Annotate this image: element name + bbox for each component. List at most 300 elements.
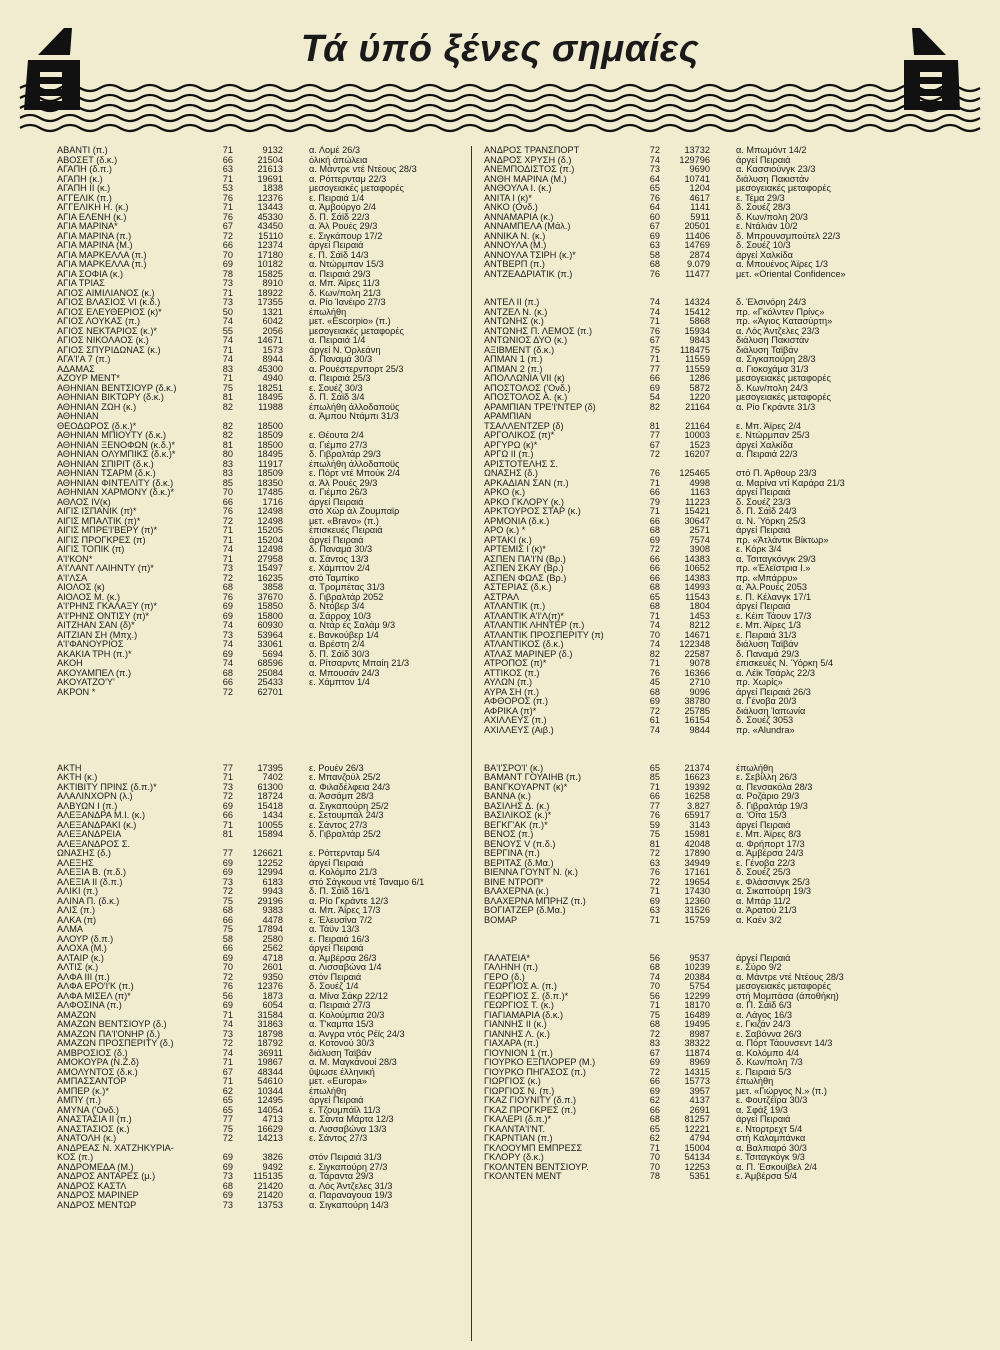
ship-year: 72 <box>222 573 233 583</box>
ship-tonnage <box>233 412 283 422</box>
ship-tonnage: 53964 <box>257 630 283 640</box>
ship-status: α. Κοτονού 30/3 <box>309 1039 375 1048</box>
ship-status: άργεί Χαλκίδα <box>736 440 793 450</box>
ship-status: α. Γένοβα 20/3 <box>736 697 797 706</box>
ship-name: Α'Ι'ΡΗΝΣ ΟΝΤΙΣΥ (π)* <box>57 611 149 621</box>
ship-tonnage: 17894 <box>257 925 283 934</box>
ship-tonnage: 18170 <box>684 1001 710 1010</box>
ship-row <box>484 156 899 166</box>
ship-name: ΑΜΠΑΣΣΑΝΤΟΡ <box>57 1077 127 1086</box>
ship-status: άργεί Πειραιά <box>309 944 364 953</box>
ship-row <box>57 374 472 384</box>
ship-tonnage: 2580 <box>262 934 283 944</box>
ship-row <box>484 403 899 413</box>
ship-row <box>57 830 472 840</box>
ship-tonnage: 18509 <box>257 469 283 478</box>
ship-year: 67 <box>222 222 233 231</box>
ship-year: 68 <box>649 583 660 592</box>
group-spacer <box>57 745 472 755</box>
ship-name: ΑΝΤΒΕΡΠ (π.) <box>484 260 545 269</box>
ship-status: έπωλήθη <box>736 763 774 773</box>
ship-name: ΑΜΥΝΑ ('Ονδ.) <box>57 1105 119 1115</box>
ship-status: ε. Μπ. Άϊρες 8/3 <box>736 830 802 839</box>
ship-row <box>484 393 899 403</box>
ship-name: ΑΝΔΡΟΣ ΜΑΡΙΝΕΡ <box>57 1191 139 1200</box>
ship-year: 66 <box>222 811 233 820</box>
ship-row <box>484 327 899 337</box>
ship-status: α. Λός Άντζελες 31/3 <box>309 1181 393 1191</box>
ship-year: 81 <box>649 421 660 431</box>
ship-tonnage: 31863 <box>257 1020 283 1029</box>
ship-year: 71 <box>222 288 233 298</box>
ship-status: μετ. «Europa» <box>309 1077 367 1086</box>
ship-tonnage: 5911 <box>690 212 710 222</box>
ship-tonnage: 5754 <box>689 982 710 991</box>
ship-year: 73 <box>222 1029 233 1039</box>
ship-name: ΑΘΗΝΙΑΝ <box>57 412 99 421</box>
ship-row <box>484 1030 899 1040</box>
ship-status: ε. Σιγκαπούρη 27/3 <box>309 1162 388 1172</box>
ship-name: ΓΙΩΡΓΙΟΣ Ν. (π.) <box>484 1086 555 1096</box>
ship-row <box>57 555 472 565</box>
ship-row <box>57 146 472 156</box>
ship-status: πρ. «Έλεϊστρια Ι.» <box>736 564 811 573</box>
ship-name: ΑΜΟΚΟΥΡΑ (Ν.Ζ.δ) <box>57 1058 139 1067</box>
ship-status: διάλυση Πακιστάν <box>736 174 809 184</box>
ship-name: ΑΓΙΑ ΜΑΡΙΝΑ (π.) <box>57 231 132 241</box>
ship-year: 71 <box>649 478 660 488</box>
ship-row <box>57 849 472 859</box>
ship-year: 72 <box>649 877 660 887</box>
ship-name: ΑΠΜΑΝ 2 (π.) <box>484 364 543 374</box>
ship-status: α. Σάντα Μάρτα 12/3 <box>309 1115 394 1124</box>
ship-name: ΓΙΩΡΓΙΟΣ (κ.) <box>484 1077 541 1086</box>
ship-year: 69 <box>649 535 660 545</box>
ship-tonnage: 36911 <box>258 1048 283 1058</box>
ship-year: 83 <box>222 459 233 469</box>
ship-status: μεσογειακές μεταφορές <box>309 184 404 193</box>
ship-row <box>57 973 472 983</box>
ship-status: άργεί Πειραιά <box>309 858 364 868</box>
ship-tonnage: 12221 <box>684 1124 710 1134</box>
ship-status: στό Π. Άρθουρ 23/3 <box>736 469 817 478</box>
ship-year: 73 <box>222 298 233 307</box>
ship-status: ε. Σεβίλλη 26/3 <box>736 773 798 782</box>
ship-name: ΒΟΓΙΑΤΖΕΡ (δ.Μα.) <box>484 906 566 915</box>
ship-tonnage: 54610 <box>257 1077 283 1086</box>
ship-row <box>57 412 472 422</box>
ship-year: 73 <box>222 1200 233 1210</box>
ship-name: ΑΘΛΟΣ ΙV(κ) <box>57 497 111 507</box>
ship-status: α. Σφάξ 19/3 <box>736 1105 788 1115</box>
ship-name: ΑΔΑΜΑΣ <box>57 364 95 374</box>
ship-status: πρ. «Άγιος Κατασύρτη» <box>736 317 833 326</box>
ship-tonnage: 15894 <box>257 830 283 839</box>
ship-status: α. Κολόμπο 4/4 <box>736 1048 799 1058</box>
ship-row <box>484 887 899 897</box>
ship-year: 67 <box>649 1048 660 1058</box>
ship-name: ΑΚΟΗ <box>57 659 83 668</box>
ship-tonnage: 10741 <box>684 174 710 184</box>
ship-name: ΑΤΛΑΝΤΙΚΟΣ (δ.κ.) <box>484 640 564 649</box>
ship-name: ΑΛΟΧΑ (Μ.) <box>57 944 107 953</box>
ship-year: 63 <box>222 165 233 174</box>
ship-row <box>484 384 899 394</box>
ship-row <box>484 840 899 850</box>
ship-row <box>484 1125 899 1135</box>
ship-status: α. Ροζάριο 29/3 <box>736 792 800 801</box>
ship-tonnage: 11917 <box>258 459 283 469</box>
ship-name: ΑΚΤΙΒΙΤΥ ΠΡΙΝΣ (δ.π.)* <box>57 782 157 792</box>
ship-row <box>484 1144 899 1154</box>
ship-name: ΓΚΟΛΝΤΕΝ ΒΕΝΤΣΙΟΥΡ. <box>484 1162 589 1172</box>
ship-year: 74 <box>222 1048 233 1058</box>
group-spacer <box>484 935 899 945</box>
group-spacer <box>484 944 899 954</box>
ship-status: δ. Σουέζ 23/3 <box>736 497 791 507</box>
ship-year: 59 <box>649 820 660 830</box>
ship-year: 74 <box>222 317 233 326</box>
ship-name: ΑΙΟΛΟΣ (κ) <box>57 583 105 592</box>
ship-tonnage: 13753 <box>257 1200 283 1210</box>
ship-row <box>484 916 899 926</box>
ship-row <box>57 536 472 546</box>
ship-year: 83 <box>649 1039 660 1048</box>
ship-tonnage: 15205 <box>257 526 283 535</box>
ship-year: 74 <box>649 640 660 649</box>
ship-name: ΑΓΙΟΣ ΝΕΚΤΑΡΙΟΣ (κ.)* <box>57 326 157 336</box>
ship-tonnage: 1873 <box>262 991 283 1001</box>
ship-year: 82 <box>222 421 233 431</box>
ship-tonnage: 21164 <box>685 402 710 412</box>
ship-row <box>57 422 472 432</box>
ship-tonnage <box>233 1144 283 1154</box>
ship-tonnage: 1321 <box>262 307 283 317</box>
ship-row <box>57 868 472 878</box>
ship-tonnage: 6054 <box>262 1001 283 1010</box>
ship-year: 81 <box>222 830 233 839</box>
ship-name: ΑΤΛΑΝΤΙΚ ΠΡΟΣΠΕΡΙΤΥ (π) <box>484 630 604 640</box>
ship-name: ΑΝΘΗ ΜΑΡΙΝΑ (Μ.) <box>484 174 567 184</box>
ship-name: ΑΛΕΞΑΝΔΡΑΚΙ (κ.) <box>57 820 137 830</box>
ship-tonnage: 2571 <box>689 526 710 535</box>
ship-name: ΓΚΟΛΝΤΕΝ ΜΕΝΤ <box>484 1172 562 1181</box>
ship-tonnage: 43450 <box>257 222 283 231</box>
ship-tonnage: 1204 <box>689 184 710 193</box>
ship-year: 68 <box>649 260 660 269</box>
ship-row <box>57 840 472 850</box>
ship-name: ΑΠΟΣΤΟΛΟΣ ('Ονδ.) <box>484 383 571 393</box>
ship-status: μετ. «Γιώργος Ν.» (π.) <box>736 1086 827 1096</box>
ship-tonnage: 6042 <box>262 317 283 326</box>
group-spacer <box>484 745 899 755</box>
ship-year: 68 <box>222 1181 233 1191</box>
ship-status <box>710 412 899 422</box>
ship-year: 69 <box>649 697 660 706</box>
ship-row <box>57 488 472 498</box>
ship-row <box>484 697 899 707</box>
ship-tonnage: 1434 <box>262 811 283 820</box>
ship-status: ε. Π. Κέλανγκ 17/1 <box>736 592 812 602</box>
ship-status: α. Μπουσάν 24/3 <box>309 668 380 678</box>
ship-tonnage: 1453 <box>689 611 710 621</box>
ship-status: έπωλήθη <box>309 307 347 317</box>
ship-row <box>484 574 899 584</box>
ship-year: 68 <box>222 583 233 592</box>
ship-year: 73 <box>222 630 233 640</box>
ship-status: δ. Π. Σάϊδ 22/3 <box>309 212 370 222</box>
ship-year: 71 <box>222 203 233 212</box>
ship-tonnage: 8987 <box>689 1029 710 1039</box>
ship-row <box>57 612 472 622</box>
ship-year: 71 <box>649 355 660 364</box>
ship-status: α. Λισσαβώνα 1/4 <box>309 963 382 972</box>
ship-status: πρ. «Μπάρρυ» <box>736 573 798 583</box>
ship-row <box>484 650 899 660</box>
ship-row <box>57 640 472 650</box>
ship-row <box>57 403 472 413</box>
ship-name: ΓΕΩΡΓΙΟΣ Α. (π.) <box>484 982 557 991</box>
ship-status: μεσογειακές μεταφορές <box>309 326 404 336</box>
ship-year: 70 <box>222 488 233 497</box>
ship-row <box>484 1049 899 1059</box>
ship-tonnage: 10003 <box>684 431 710 440</box>
ship-status: ε. Πειραιά 31/3 <box>736 630 797 640</box>
ship-status: α. Σικαπούρη 19/3 <box>736 887 812 896</box>
ship-name: ΑΙΓΙΣ ΙΣΠΑΝΙΚ (π)* <box>57 507 137 516</box>
ship-year: 76 <box>222 193 233 203</box>
ship-status: ε. Σιγκάπουρ 17/2 <box>309 231 383 241</box>
ship-year: 60 <box>649 212 660 222</box>
ship-row <box>484 716 899 726</box>
ship-status: ε. Μπανζούλ 25/2 <box>309 773 381 782</box>
ship-year: 63 <box>649 858 660 868</box>
ship-name: ΑΝΤΕΛ ΙΙ (π.) <box>484 298 540 307</box>
ship-row <box>57 935 472 945</box>
ship-year: 66 <box>222 497 233 507</box>
ship-tonnage: 18798 <box>257 1029 283 1039</box>
ship-row <box>57 773 472 783</box>
ship-tonnage: 15934 <box>684 326 710 336</box>
ship-name: ΑΓΙΑ ΤΡΙΑΣ <box>57 279 105 288</box>
ship-row <box>484 469 899 479</box>
ship-year: 69 <box>649 1058 660 1067</box>
ship-year: 67 <box>649 336 660 345</box>
ship-year: 73 <box>222 877 233 887</box>
ship-name: ΓΚΑΡΝΤΙΑΝ (π.) <box>484 1134 553 1143</box>
ship-tonnage: 21420 <box>257 1191 283 1200</box>
ship-year: 81 <box>649 839 660 849</box>
ship-name: ΑΝΝΟΥΛΑ ΤΣΙΡΗ (κ.)* <box>484 250 576 260</box>
ship-year: 76 <box>649 326 660 336</box>
ship-status: δ. Σουέζ 28/3 <box>736 203 791 212</box>
ship-year: 72 <box>649 1067 660 1077</box>
ship-tonnage: 2874 <box>689 250 710 260</box>
ship-name: ΑΛΦΑ ΙΙΙ (π.) <box>57 972 110 982</box>
ship-name: ΑΙΓΙΣ ΜΠΡΕ'Ι'ΒΕΡΥ (π)* <box>57 526 158 535</box>
ship-year: 85 <box>649 773 660 782</box>
ship-row <box>57 802 472 812</box>
ship-status: δ. Κων/πολη 24/3 <box>736 383 808 393</box>
ship-year: 75 <box>222 896 233 906</box>
ship-tonnage: 12374 <box>257 241 283 250</box>
ship-name: ΑΝΘΟΥΛΑ Ι. (κ.) <box>484 184 552 193</box>
ship-row <box>484 1039 899 1049</box>
ship-row <box>57 992 472 1002</box>
ship-row <box>57 811 472 821</box>
ship-year: 72 <box>649 545 660 554</box>
ship-status: ε. Μπ. Άϊρες 1/3 <box>736 621 802 630</box>
ship-name: ΑΘΗΝΙΑΝ ΤΣΑΡΜ (δ.κ.) <box>57 469 156 478</box>
ship-tonnage: 125465 <box>679 469 710 478</box>
ship-row <box>57 498 472 508</box>
ship-name: ΑΛΕΞΙΑ Β. (π.δ.) <box>57 868 126 877</box>
ship-tonnage: 18251 <box>257 383 283 393</box>
ship-tonnage: 16489 <box>684 1010 710 1020</box>
ship-year: 62 <box>222 1086 233 1096</box>
ship-status: ε. Φουτζέϊρα 30/3 <box>736 1096 808 1105</box>
ship-name: ΑΓΙΑ ΣΟΦΙΑ (κ.) <box>57 269 124 279</box>
ship-row <box>57 593 472 603</box>
ship-row <box>484 507 899 517</box>
ship-status: στό Σάγκουα ντέ Ταναμο 6/1 <box>309 877 425 887</box>
ship-name: ΑΚΟΥΑΤΖΟ'Υ' <box>57 678 115 687</box>
ship-year: 74 <box>649 621 660 630</box>
ship-tonnage: 12495 <box>257 1096 283 1105</box>
ship-tonnage: 14671 <box>257 336 283 345</box>
ship-row <box>57 678 472 688</box>
ship-row <box>484 1163 899 1173</box>
ship-year: 77 <box>222 849 233 858</box>
ship-row <box>484 175 899 185</box>
ship-year: 71 <box>649 887 660 896</box>
ship-row <box>484 498 899 508</box>
ship-year: 85 <box>222 478 233 488</box>
ship-row <box>57 897 472 907</box>
ship-row <box>57 1058 472 1068</box>
ship-name: ΑΛΕΞΑΝΔΡΕΙΑ <box>57 830 122 839</box>
ship-year: 72 <box>222 887 233 896</box>
ship-tonnage: 126621 <box>252 849 283 858</box>
ship-year: 79 <box>649 497 660 507</box>
ship-name: ΚΟΣ (π.) <box>57 1153 94 1162</box>
ship-tonnage: 11874 <box>685 1048 710 1058</box>
ship-status: α. Βαλπιαρό 30/3 <box>736 1143 807 1153</box>
ship-name: ΑΝΔΡΟΣ ΚΑΣΤΛ <box>57 1181 127 1191</box>
ship-tonnage: 60930 <box>257 621 283 630</box>
ship-row <box>57 479 472 489</box>
ship-year: 72 <box>649 706 660 716</box>
ship-year: 76 <box>649 269 660 279</box>
ship-year: 56 <box>649 953 660 963</box>
ship-status: α. Π. Έσκουϊβελ 2/4 <box>736 1162 817 1172</box>
ship-row <box>484 707 899 717</box>
ship-row <box>57 384 472 394</box>
ship-row <box>484 878 899 888</box>
ship-tonnage: 16366 <box>684 668 710 678</box>
ship-status: ε. Γένοβα 22/3 <box>736 858 796 868</box>
ship-name: ΑΓΙΟΣ ΛΟΥΚΑΣ (π.) <box>57 317 141 326</box>
ship-tonnage: 9132 <box>262 146 283 155</box>
ship-status: δ. Σουέζ 10/3 <box>736 241 791 250</box>
ship-name: ΑΘΗΝΙΑΝ ΞΕΝΟΦΩΝ (κ.δ.)* <box>57 440 175 450</box>
ship-tonnage: 12376 <box>257 982 283 991</box>
ship-year: 68 <box>222 906 233 915</box>
ship-year: 72 <box>649 849 660 858</box>
ship-year: 74 <box>649 155 660 165</box>
ship-row <box>57 1153 472 1163</box>
ship-year: 70 <box>649 1153 660 1162</box>
ship-name: ΑΤΡΟΠΟΣ (π)* <box>484 659 547 668</box>
ship-name: ΒΕΡΓΙΝΑ (π.) <box>484 849 540 858</box>
ship-row <box>484 450 899 460</box>
ship-tonnage: 18724 <box>257 792 283 801</box>
ship-row <box>484 1020 899 1030</box>
ship-year: 81 <box>222 440 233 450</box>
ship-status: ε. Ρουέν 26/3 <box>309 763 364 773</box>
ship-tonnage: 12498 <box>257 545 283 554</box>
ship-status: στή Μομπάσα (άποθήκη) <box>736 991 839 1001</box>
ship-status: ε. Πειραιά 5/3 <box>736 1067 792 1077</box>
ship-tonnage: 1220 <box>689 393 710 402</box>
ship-year: 76 <box>222 507 233 516</box>
ship-status: α. Ρίο Ίανέιρο 27/3 <box>309 298 386 307</box>
ship-year: 69 <box>649 1086 660 1096</box>
ship-status: α. Πενσακόλα 28/3 <box>736 782 813 792</box>
ship-year: 65 <box>649 184 660 193</box>
ship-tonnage: 19392 <box>684 782 710 792</box>
ship-year: 63 <box>649 241 660 250</box>
ship-year: 75 <box>649 345 660 355</box>
ship-year: 76 <box>222 982 233 991</box>
ship-tonnage: 81257 <box>684 1115 710 1124</box>
ship-tonnage: 38322 <box>684 1039 710 1048</box>
ship-tonnage: 18500 <box>257 440 283 450</box>
ship-year: 71 <box>222 146 233 155</box>
ship-row <box>484 678 899 688</box>
ship-year: 58 <box>649 250 660 260</box>
ship-tonnage: 18495 <box>257 393 283 402</box>
ship-row <box>57 545 472 555</box>
ship-name: ΑΓΑ'Ι'Α 7 (π.) <box>57 355 111 364</box>
ship-name: ΑΤΛΑΝΤΙΚ Α'Ι'Λ(π)* <box>484 611 564 621</box>
ship-status: α. Μίνα Σάκρ 22/12 <box>309 991 388 1001</box>
ship-status: α. Άλ Ρουές 29/3 <box>309 222 378 231</box>
ship-tonnage: 16629 <box>257 1124 283 1134</box>
ship-tonnage: 4998 <box>689 478 710 488</box>
ship-status: διάλυση Ταϊβάν <box>309 1048 372 1058</box>
ship-row <box>484 688 899 698</box>
ship-year: 78 <box>649 1172 660 1181</box>
ship-name: ΑΙΟΛΟΣ Μ. (κ.) <box>57 592 121 602</box>
ship-year: 66 <box>222 915 233 925</box>
ship-year: 66 <box>649 1077 660 1086</box>
ship-year: 81 <box>222 393 233 402</box>
ship-row <box>57 365 472 375</box>
ship-row <box>57 669 472 679</box>
ship-name: ΑΣΤΕΡΙΑΣ (δ.κ.) <box>484 583 552 592</box>
ship-status: α. Ρίτσαρντς Μπαίη 21/3 <box>309 659 410 668</box>
ship-tonnage: 8944 <box>262 355 283 364</box>
ship-name: ΑΝΑΣΤΑΣΙΟΣ (κ.) <box>57 1124 130 1134</box>
ship-name: ΑΝΔΡΟΣ ΤΡΑΝΣΠΟΡΤ <box>484 146 580 155</box>
ship-year: 71 <box>222 526 233 535</box>
ship-row <box>484 792 899 802</box>
ship-row <box>484 165 899 175</box>
ship-tonnage: 2562 <box>262 944 283 953</box>
ship-year: 67 <box>649 222 660 231</box>
ship-status: ε. Έλευσίνα 7/2 <box>309 915 373 925</box>
